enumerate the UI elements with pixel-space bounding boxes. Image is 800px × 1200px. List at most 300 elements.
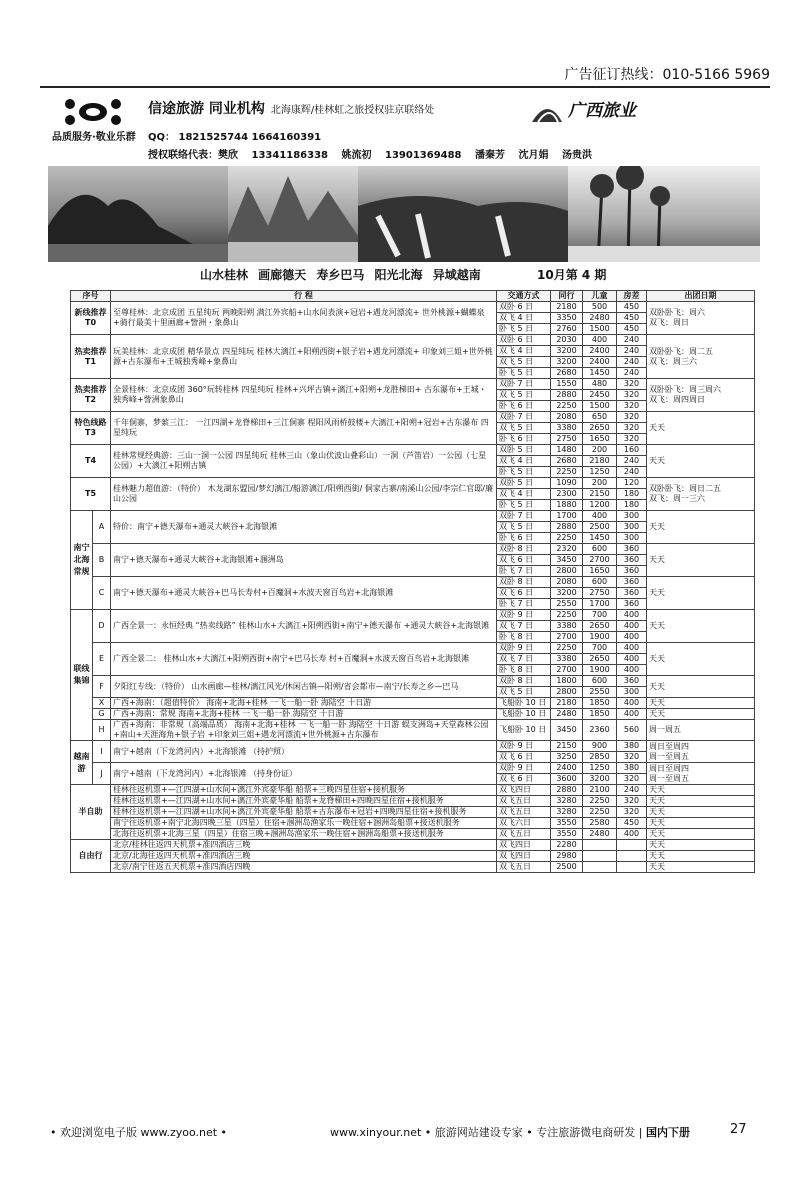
departure-dates: 天天 xyxy=(647,445,755,478)
cell-transport: 双卧 9 日 xyxy=(497,763,551,774)
cell-transport: 双卧 9 日 xyxy=(497,610,551,621)
col-header-no: 序号 xyxy=(71,291,111,302)
cell-peer: 2320 xyxy=(551,544,583,555)
cell-child: 1500 xyxy=(583,324,617,335)
row-group: 联线集锦 xyxy=(71,610,93,741)
cell-peer: 2680 xyxy=(551,456,583,467)
cell-child: 2480 xyxy=(583,313,617,324)
cell-peer: 2550 xyxy=(551,599,583,610)
departure-dates: 天天 xyxy=(647,862,755,873)
departure-dates: 双卧卧飞：周日二五 双飞：周一三六 xyxy=(647,478,755,511)
cell-transport: 卧飞 8 日 xyxy=(497,632,551,643)
cell-peer: 2080 xyxy=(551,577,583,588)
cell-room: 180 xyxy=(617,489,647,500)
departure-dates: 双卧卧飞：周三周六 双飞：周四周日 xyxy=(647,379,755,412)
cell-transport: 双卧 8 日 xyxy=(497,676,551,687)
cell-peer: 3280 xyxy=(551,796,583,807)
cell-transport: 卧飞 6 日 xyxy=(497,434,551,445)
cell-room: 300 xyxy=(617,511,647,522)
table-header-row xyxy=(71,291,755,302)
contact-representatives: 授权联络代表：樊欣 13341186338 姚流初 13901369488 潘秦芳 沈月娟 汤贵洪 xyxy=(148,150,592,161)
departure-dates: 天天 xyxy=(647,544,755,577)
partner-logo-text: 广西旅业 xyxy=(568,101,636,121)
cell-transport: 双飞 5 日 xyxy=(497,423,551,434)
cell-peer: 2280 xyxy=(551,840,583,851)
cell-child: 200 xyxy=(583,445,617,456)
cell-room: 450 xyxy=(617,313,647,324)
cell-transport: 双飞四日 xyxy=(497,840,551,851)
itinerary-text: 桂林往返机票+—江四湖+山水间+漓江外宾豪华船 船票+三晚四星住宿+接机服务 xyxy=(111,785,497,796)
cell-room: 360 xyxy=(617,544,647,555)
cell-child: 2650 xyxy=(583,654,617,665)
cell-peer: 2500 xyxy=(551,862,583,873)
cell-transport: 卧飞 6 日 xyxy=(497,401,551,412)
row-group: 越南游 xyxy=(71,741,93,785)
itinerary-text: 南宁+越南（下龙湾河内）+北海银滩 （持身份证） xyxy=(111,763,497,785)
departure-dates: 天天 xyxy=(647,818,755,829)
cell-child: 1250 xyxy=(583,763,617,774)
table-row xyxy=(71,478,755,489)
cell-peer: 1480 xyxy=(551,445,583,456)
table-row xyxy=(71,335,755,346)
cell-room: 240 xyxy=(617,368,647,379)
cell-child: 200 xyxy=(583,478,617,489)
page-number: 27 xyxy=(730,1122,747,1137)
cell-transport: 双飞 5 日 xyxy=(497,357,551,368)
cell-child: 650 xyxy=(583,412,617,423)
departure-dates: 天天 xyxy=(647,807,755,818)
cell-peer: 2980 xyxy=(551,851,583,862)
departure-dates: 天天 xyxy=(647,698,755,709)
cell-room: 450 xyxy=(617,324,647,335)
cell-transport: 双飞五日 xyxy=(497,807,551,818)
cell-child: 480 xyxy=(583,379,617,390)
cell-child: 2700 xyxy=(583,555,617,566)
cell-transport: 双飞 5 日 xyxy=(497,687,551,698)
cell-child: 1450 xyxy=(583,533,617,544)
row-code: A xyxy=(93,511,111,544)
cell-transport: 双飞五日 xyxy=(497,796,551,807)
cell-transport: 双卧 8 日 xyxy=(497,577,551,588)
cell-transport: 双卧 7 日 xyxy=(497,412,551,423)
cell-transport: 卧飞 5 日 xyxy=(497,368,551,379)
cell-peer: 1550 xyxy=(551,379,583,390)
cell-room: 400 xyxy=(617,829,647,840)
top-divider xyxy=(40,86,770,88)
departure-dates: 天天 xyxy=(647,643,755,676)
table-row xyxy=(71,676,755,687)
departure-dates: 天天 xyxy=(647,412,755,445)
cell-peer: 2880 xyxy=(551,785,583,796)
row-code: I xyxy=(93,741,111,763)
cell-peer: 2250 xyxy=(551,467,583,478)
col-header-departure: 出团日期 xyxy=(647,291,755,302)
issue-number: 10月第 4 期 xyxy=(537,268,607,282)
cell-peer: 3250 xyxy=(551,752,583,763)
cell-room: 320 xyxy=(617,752,647,763)
row-code: H xyxy=(93,720,111,741)
itinerary-text: 广西+海南：常规 海南+北海+桂林 一飞一船一卧 海陆空 十日游 xyxy=(111,709,497,720)
table-row xyxy=(71,577,755,588)
cell-transport: 双卧 7 日 xyxy=(497,379,551,390)
cell-peer: 2480 xyxy=(551,709,583,720)
photo-beihai-beach xyxy=(568,166,760,262)
row-code: F xyxy=(93,676,111,698)
cell-room: 400 xyxy=(617,654,647,665)
table-row xyxy=(71,709,755,720)
cell-room xyxy=(617,851,647,862)
cell-transport: 飞船卧 10 日 xyxy=(497,709,551,720)
cell-child xyxy=(583,862,617,873)
cell-peer: 2880 xyxy=(551,390,583,401)
cell-child xyxy=(583,851,617,862)
photo-detian-waterfall xyxy=(358,166,568,262)
cell-transport: 双卧 5 日 xyxy=(497,478,551,489)
cell-room: 400 xyxy=(617,709,647,720)
cell-transport: 双飞 4 日 xyxy=(497,313,551,324)
cell-peer: 1090 xyxy=(551,478,583,489)
itinerary-text: 桂林往返机票+—江四湖+山水间+漓江外宾豪华船 船票+古东瀑布+冠岩+四晚四星住宿+接机服务 xyxy=(111,807,497,818)
cell-room: 450 xyxy=(617,818,647,829)
cell-peer: 2250 xyxy=(551,643,583,654)
table-row xyxy=(71,796,755,807)
table-row xyxy=(71,829,755,840)
cell-transport: 卧飞 8 日 xyxy=(497,665,551,676)
itinerary-text: 北京/桂林往返四天机票+准四酒店三晚 xyxy=(111,840,497,851)
row-category: 热卖推荐 T2 xyxy=(71,379,111,412)
cell-transport: 卧飞 7 日 xyxy=(497,566,551,577)
cell-child: 2150 xyxy=(583,489,617,500)
itinerary-text: 桂林常规经典游：三山一洞一公园 四星纯玩 桂林三山（象山伏波山叠彩山）一洞（芦笛岩）一公园（七星公园）+大漓江+阳朔古镇 xyxy=(111,445,497,478)
cell-transport: 双飞 4 日 xyxy=(497,346,551,357)
cell-peer: 3350 xyxy=(551,313,583,324)
cell-room: 400 xyxy=(617,643,647,654)
itinerary-text: 桂林魅力超值游：（特价） 木龙湖东盟园/梦幻漓江/船游漓江/阳朔西街/ 侗家古寨/南溪山公园/李宗仁官邸/廉山公园 xyxy=(111,478,497,511)
cell-peer: 2250 xyxy=(551,401,583,412)
cell-transport: 卧飞 5 日 xyxy=(497,467,551,478)
col-header-transport: 交通方式 xyxy=(497,291,551,302)
table-row xyxy=(71,851,755,862)
cell-transport: 双飞五日 xyxy=(497,829,551,840)
row-group: 南宁北海常规 xyxy=(71,511,93,610)
cell-child: 2100 xyxy=(583,785,617,796)
cell-child: 400 xyxy=(583,511,617,522)
cell-room: 360 xyxy=(617,676,647,687)
row-group: 半自助 xyxy=(71,785,111,840)
cell-peer: 2760 xyxy=(551,324,583,335)
cell-child: 900 xyxy=(583,741,617,752)
cell-child: 2400 xyxy=(583,357,617,368)
itinerary-text: 南宁+德天瀑布+通灵大峡谷+巴马长寿村+百魔洞+水波天窗百鸟岩+北海银滩 xyxy=(111,577,497,610)
cell-peer: 3200 xyxy=(551,346,583,357)
col-header-peer-price: 同行 xyxy=(551,291,583,302)
cell-room: 180 xyxy=(617,500,647,511)
cell-room: 360 xyxy=(617,588,647,599)
cell-child: 2400 xyxy=(583,346,617,357)
table-row xyxy=(71,412,755,423)
xintu-logo-icon xyxy=(58,94,128,130)
row-code: B xyxy=(93,544,111,577)
motto: 品质服务·敬业乐群 xyxy=(52,132,136,143)
cell-child: 2480 xyxy=(583,829,617,840)
row-code: J xyxy=(93,763,111,785)
itinerary-text: 广西全景二： 桂林山水+大漓江+阳朔西街+南宁+巴马长寿 村+百魔洞+水波天窗百鸟岩+北海银滩 xyxy=(111,643,497,676)
row-code: X xyxy=(93,698,111,709)
cell-peer: 1880 xyxy=(551,500,583,511)
cell-room: 240 xyxy=(617,785,647,796)
itinerary-text: 南宁往返机票+南宁北海四晚三星（四星）住宿+涠洲岛渔家乐一晚住宿+涠洲岛船票+接送机服务 xyxy=(111,818,497,829)
cell-peer: 3200 xyxy=(551,357,583,368)
itinerary-text: 广西+海南：（超值特价） 海南+北海+桂林 一飞一船一卧 海陆空 十日游 xyxy=(111,698,497,709)
cell-transport: 双卧 6 日 xyxy=(497,335,551,346)
footer-site-info[interactable]: www.xinyour.net • 旅游网站建设专家 • 专注旅游微电商研发 | 国内下册 xyxy=(330,1126,690,1139)
cell-peer: 3200 xyxy=(551,588,583,599)
cell-transport: 双飞 6 日 xyxy=(497,588,551,599)
ad-hotline: 广告征订热线：010-5166 5969 xyxy=(564,67,770,83)
departure-dates: 天天 xyxy=(647,840,755,851)
cell-transport: 卧飞 6 日 xyxy=(497,533,551,544)
table-row xyxy=(71,818,755,829)
cell-transport: 双卧 5 日 xyxy=(497,445,551,456)
cell-transport: 双飞 7 日 xyxy=(497,654,551,665)
cell-child: 2580 xyxy=(583,818,617,829)
cell-peer: 2300 xyxy=(551,489,583,500)
table-row xyxy=(71,379,755,390)
cell-peer: 2080 xyxy=(551,412,583,423)
cell-child xyxy=(583,840,617,851)
cell-peer: 2680 xyxy=(551,368,583,379)
cell-transport: 双飞 5 日 xyxy=(497,522,551,533)
itinerary-text: 玩美桂林：北京成团 精华景点 四星纯玩 桂林大漓江+阳朔西街+银子岩+遇龙河漂流+ 印象刘三姐+世外桃源+古东瀑布+王城独秀峰+象鼻山 xyxy=(111,335,497,379)
row-group: 自由行 xyxy=(71,840,111,873)
itinerary-text: 广西+海南：非常规（高端品质） 海南+北海+桂林 一飞一船一卧 海陆空 十日游 蜈支洲岛+天堂森林公园+南山+天涯海角+银子岩 +印象刘三姐+遇龙河漂流+世外桃源+古东瀑布 xyxy=(111,720,497,741)
cell-room: 320 xyxy=(617,434,647,445)
cell-transport: 双飞四日 xyxy=(497,785,551,796)
cell-room: 240 xyxy=(617,456,647,467)
departure-dates: 天天 xyxy=(647,829,755,840)
cell-room: 400 xyxy=(617,610,647,621)
table-row xyxy=(71,862,755,873)
cell-room: 240 xyxy=(617,467,647,478)
cell-peer: 3280 xyxy=(551,807,583,818)
cell-peer: 3450 xyxy=(551,720,583,741)
cell-peer: 3600 xyxy=(551,774,583,785)
col-header-child-price: 儿童 xyxy=(583,291,617,302)
cell-child: 2850 xyxy=(583,752,617,763)
departure-dates: 周日至周四 周一至周五 xyxy=(647,741,755,763)
cell-child: 2550 xyxy=(583,687,617,698)
itinerary-text: 广西全景一：永恒经典 “热卖线路” 桂林山水+大漓江+阳朔西街+南宁+德天瀑布 +通灵大峡谷+北海银滩 xyxy=(111,610,497,643)
itinerary-text: 南宁+德天瀑布+通灵大峡谷+北海银滩+涠洲岛 xyxy=(111,544,497,577)
cell-room: 560 xyxy=(617,720,647,741)
row-code: D xyxy=(93,610,111,643)
table-row xyxy=(71,610,755,621)
cell-room: 160 xyxy=(617,445,647,456)
row-category: T4 xyxy=(71,445,111,478)
departure-dates: 周日至周四 周一至周五 xyxy=(647,763,755,785)
cell-room: 320 xyxy=(617,390,647,401)
cell-peer: 2800 xyxy=(551,566,583,577)
cell-child: 2250 xyxy=(583,796,617,807)
cell-room: 450 xyxy=(617,302,647,313)
itinerary-text: 北京/北海往返四天机票+准四酒店三晚 xyxy=(111,851,497,862)
cell-peer: 3380 xyxy=(551,621,583,632)
itinerary-table xyxy=(70,290,755,873)
cell-room xyxy=(617,862,647,873)
cell-room: 300 xyxy=(617,687,647,698)
cell-peer: 3550 xyxy=(551,818,583,829)
cell-room: 360 xyxy=(617,577,647,588)
cell-child: 1850 xyxy=(583,698,617,709)
cell-peer: 2700 xyxy=(551,665,583,676)
departure-dates: 天天 xyxy=(647,709,755,720)
table-row xyxy=(71,785,755,796)
cell-child: 1900 xyxy=(583,632,617,643)
cell-peer: 3450 xyxy=(551,555,583,566)
departure-dates: 天天 xyxy=(647,796,755,807)
itinerary-text: 至尊桂林：北京成团 五星纯玩 两晚阳朔 满江外宾船+山水间表演+冠岩+遇龙河漂流+ 世外桃源+蝴蝶泉+骑行最美十里画廊+訾洲・象鼻山 xyxy=(111,302,497,335)
table-row xyxy=(71,720,755,741)
departure-dates: 天天 xyxy=(647,577,755,610)
departure-dates: 周一周五 xyxy=(647,720,755,741)
cell-transport: 双卧 9 日 xyxy=(497,741,551,752)
itinerary-text: 特价：南宁+德天瀑布+通灵大峡谷+北海银滩 xyxy=(111,511,497,544)
cell-room: 400 xyxy=(617,632,647,643)
cell-child: 400 xyxy=(583,335,617,346)
cell-child: 600 xyxy=(583,544,617,555)
cell-room: 320 xyxy=(617,423,647,434)
cell-transport: 卧飞 5 日 xyxy=(497,324,551,335)
itinerary-text: 桂林往返机票+—江四湖+山水间+漓江外宾豪华船 船票+龙脊梯田+四晚四星住宿+接机服务 xyxy=(111,796,497,807)
cell-room: 320 xyxy=(617,774,647,785)
cell-child: 1250 xyxy=(583,467,617,478)
cell-room: 240 xyxy=(617,335,647,346)
cell-room: 320 xyxy=(617,796,647,807)
cell-peer: 2880 xyxy=(551,522,583,533)
cell-child: 700 xyxy=(583,610,617,621)
departure-dates: 双卧卧飞：周二五 双飞：周三六 xyxy=(647,335,755,379)
cell-transport: 双卧 7 日 xyxy=(497,511,551,522)
cell-child: 600 xyxy=(583,577,617,588)
cell-room: 380 xyxy=(617,763,647,774)
cell-room: 400 xyxy=(617,698,647,709)
cell-child: 1900 xyxy=(583,665,617,676)
cell-transport: 双飞五日 xyxy=(497,862,551,873)
cell-transport: 卧飞 7 日 xyxy=(497,599,551,610)
cell-child: 1200 xyxy=(583,500,617,511)
table-row xyxy=(71,807,755,818)
row-code: G xyxy=(93,709,111,720)
cell-room: 360 xyxy=(617,566,647,577)
cell-peer: 2400 xyxy=(551,763,583,774)
cell-child: 1650 xyxy=(583,566,617,577)
cell-room: 320 xyxy=(617,401,647,412)
cell-child: 1850 xyxy=(583,709,617,720)
table-row xyxy=(71,643,755,654)
photo-karst-river xyxy=(48,166,228,262)
cell-room: 400 xyxy=(617,665,647,676)
cell-room: 400 xyxy=(617,621,647,632)
cell-peer: 2030 xyxy=(551,335,583,346)
cell-room xyxy=(617,840,647,851)
itinerary-text: 千年侗寨，梦萦三江： 一江四湖+龙脊梯田+三江侗寨 程阳风雨桥鼓楼+大漓江+阳朔+冠岩+古东瀑布 四星纯玩 xyxy=(111,412,497,445)
cell-child: 2650 xyxy=(583,423,617,434)
itinerary-text: 北海往返机票+北海三星（四星）住宿三晚+涠洲岛渔家乐一晚住宿+涠洲岛船票+接送机服务 xyxy=(111,829,497,840)
cell-peer: 2180 xyxy=(551,302,583,313)
cell-child: 2360 xyxy=(583,720,617,741)
itinerary-text: 北京/南宁往返五天机票+准四酒店四晚 xyxy=(111,862,497,873)
cell-child: 500 xyxy=(583,302,617,313)
brand-title: 信途旅游 同业机构 北海康辉/桂林虹之旅授权驻京联络处 xyxy=(148,101,435,117)
cell-transport: 双飞 6 日 xyxy=(497,774,551,785)
cell-peer: 2150 xyxy=(551,741,583,752)
row-category: 热卖推荐 T1 xyxy=(71,335,111,379)
cell-peer: 3380 xyxy=(551,423,583,434)
cell-child: 2750 xyxy=(583,588,617,599)
itinerary-text: 全景桂林：北京成团 360°玩转桂林 四星纯玩 桂林+兴坪古镇+漓江+阳朔+龙胜梯田+ 古东瀑布+王城・独秀峰+訾洲象鼻山 xyxy=(111,379,497,412)
cell-peer: 2180 xyxy=(551,698,583,709)
cell-transport: 双卧 9 日 xyxy=(497,643,551,654)
col-header-itinerary: 行 程 xyxy=(111,291,497,302)
cell-peer: 2250 xyxy=(551,610,583,621)
cell-peer: 3380 xyxy=(551,654,583,665)
cell-room: 300 xyxy=(617,533,647,544)
cell-transport: 双飞 7 日 xyxy=(497,621,551,632)
cell-transport: 双飞 4 日 xyxy=(497,489,551,500)
cell-child: 600 xyxy=(583,676,617,687)
cell-room: 300 xyxy=(617,522,647,533)
cell-child: 1650 xyxy=(583,434,617,445)
cell-child: 1450 xyxy=(583,368,617,379)
cell-child: 3200 xyxy=(583,774,617,785)
departure-dates: 天天 xyxy=(647,785,755,796)
cell-room: 320 xyxy=(617,379,647,390)
table-row xyxy=(71,840,755,851)
cell-peer: 3550 xyxy=(551,829,583,840)
itinerary-text: 夕阳红专线：（特价） 山水画廊—桂林/漓江风光/休闲古镇—阳朔/省会都市—南宁/长寿之乡—巴马 xyxy=(111,676,497,698)
table-row xyxy=(71,763,755,774)
cell-room: 360 xyxy=(617,555,647,566)
cell-child: 2180 xyxy=(583,456,617,467)
destination-slogan: 山水桂林 画廊德天 寿乡巴马 阳光北海 异域越南 xyxy=(200,268,481,282)
header xyxy=(48,92,760,166)
cell-room: 240 xyxy=(617,346,647,357)
cell-room: 120 xyxy=(617,478,647,489)
cell-child: 2650 xyxy=(583,621,617,632)
cell-child: 2250 xyxy=(583,807,617,818)
table-row xyxy=(71,741,755,752)
cell-child: 1500 xyxy=(583,401,617,412)
cell-transport: 双飞四日 xyxy=(497,851,551,862)
itinerary-text: 南宁+越南（下龙湾河内）+北海银滩 （持护照） xyxy=(111,741,497,763)
col-header-room-diff: 房差 xyxy=(617,291,647,302)
cell-room: 320 xyxy=(617,412,647,423)
departure-dates: 天天 xyxy=(647,851,755,862)
cell-transport: 双飞六日 xyxy=(497,818,551,829)
cell-peer: 1800 xyxy=(551,676,583,687)
qq-numbers: QQ： 1821525744 1664160391 xyxy=(148,132,322,143)
footer-epub-link[interactable]: • 欢迎浏览电子版 www.zyoo.net • xyxy=(50,1126,228,1139)
table-row xyxy=(71,698,755,709)
cell-child: 700 xyxy=(583,643,617,654)
cell-peer: 2750 xyxy=(551,434,583,445)
table-row xyxy=(71,511,755,522)
table-row xyxy=(71,445,755,456)
departure-dates: 天天 xyxy=(647,610,755,643)
cell-transport: 双卧 6 日 xyxy=(497,302,551,313)
cell-peer: 2800 xyxy=(551,687,583,698)
cell-transport: 飞船卧 10 日 xyxy=(497,698,551,709)
